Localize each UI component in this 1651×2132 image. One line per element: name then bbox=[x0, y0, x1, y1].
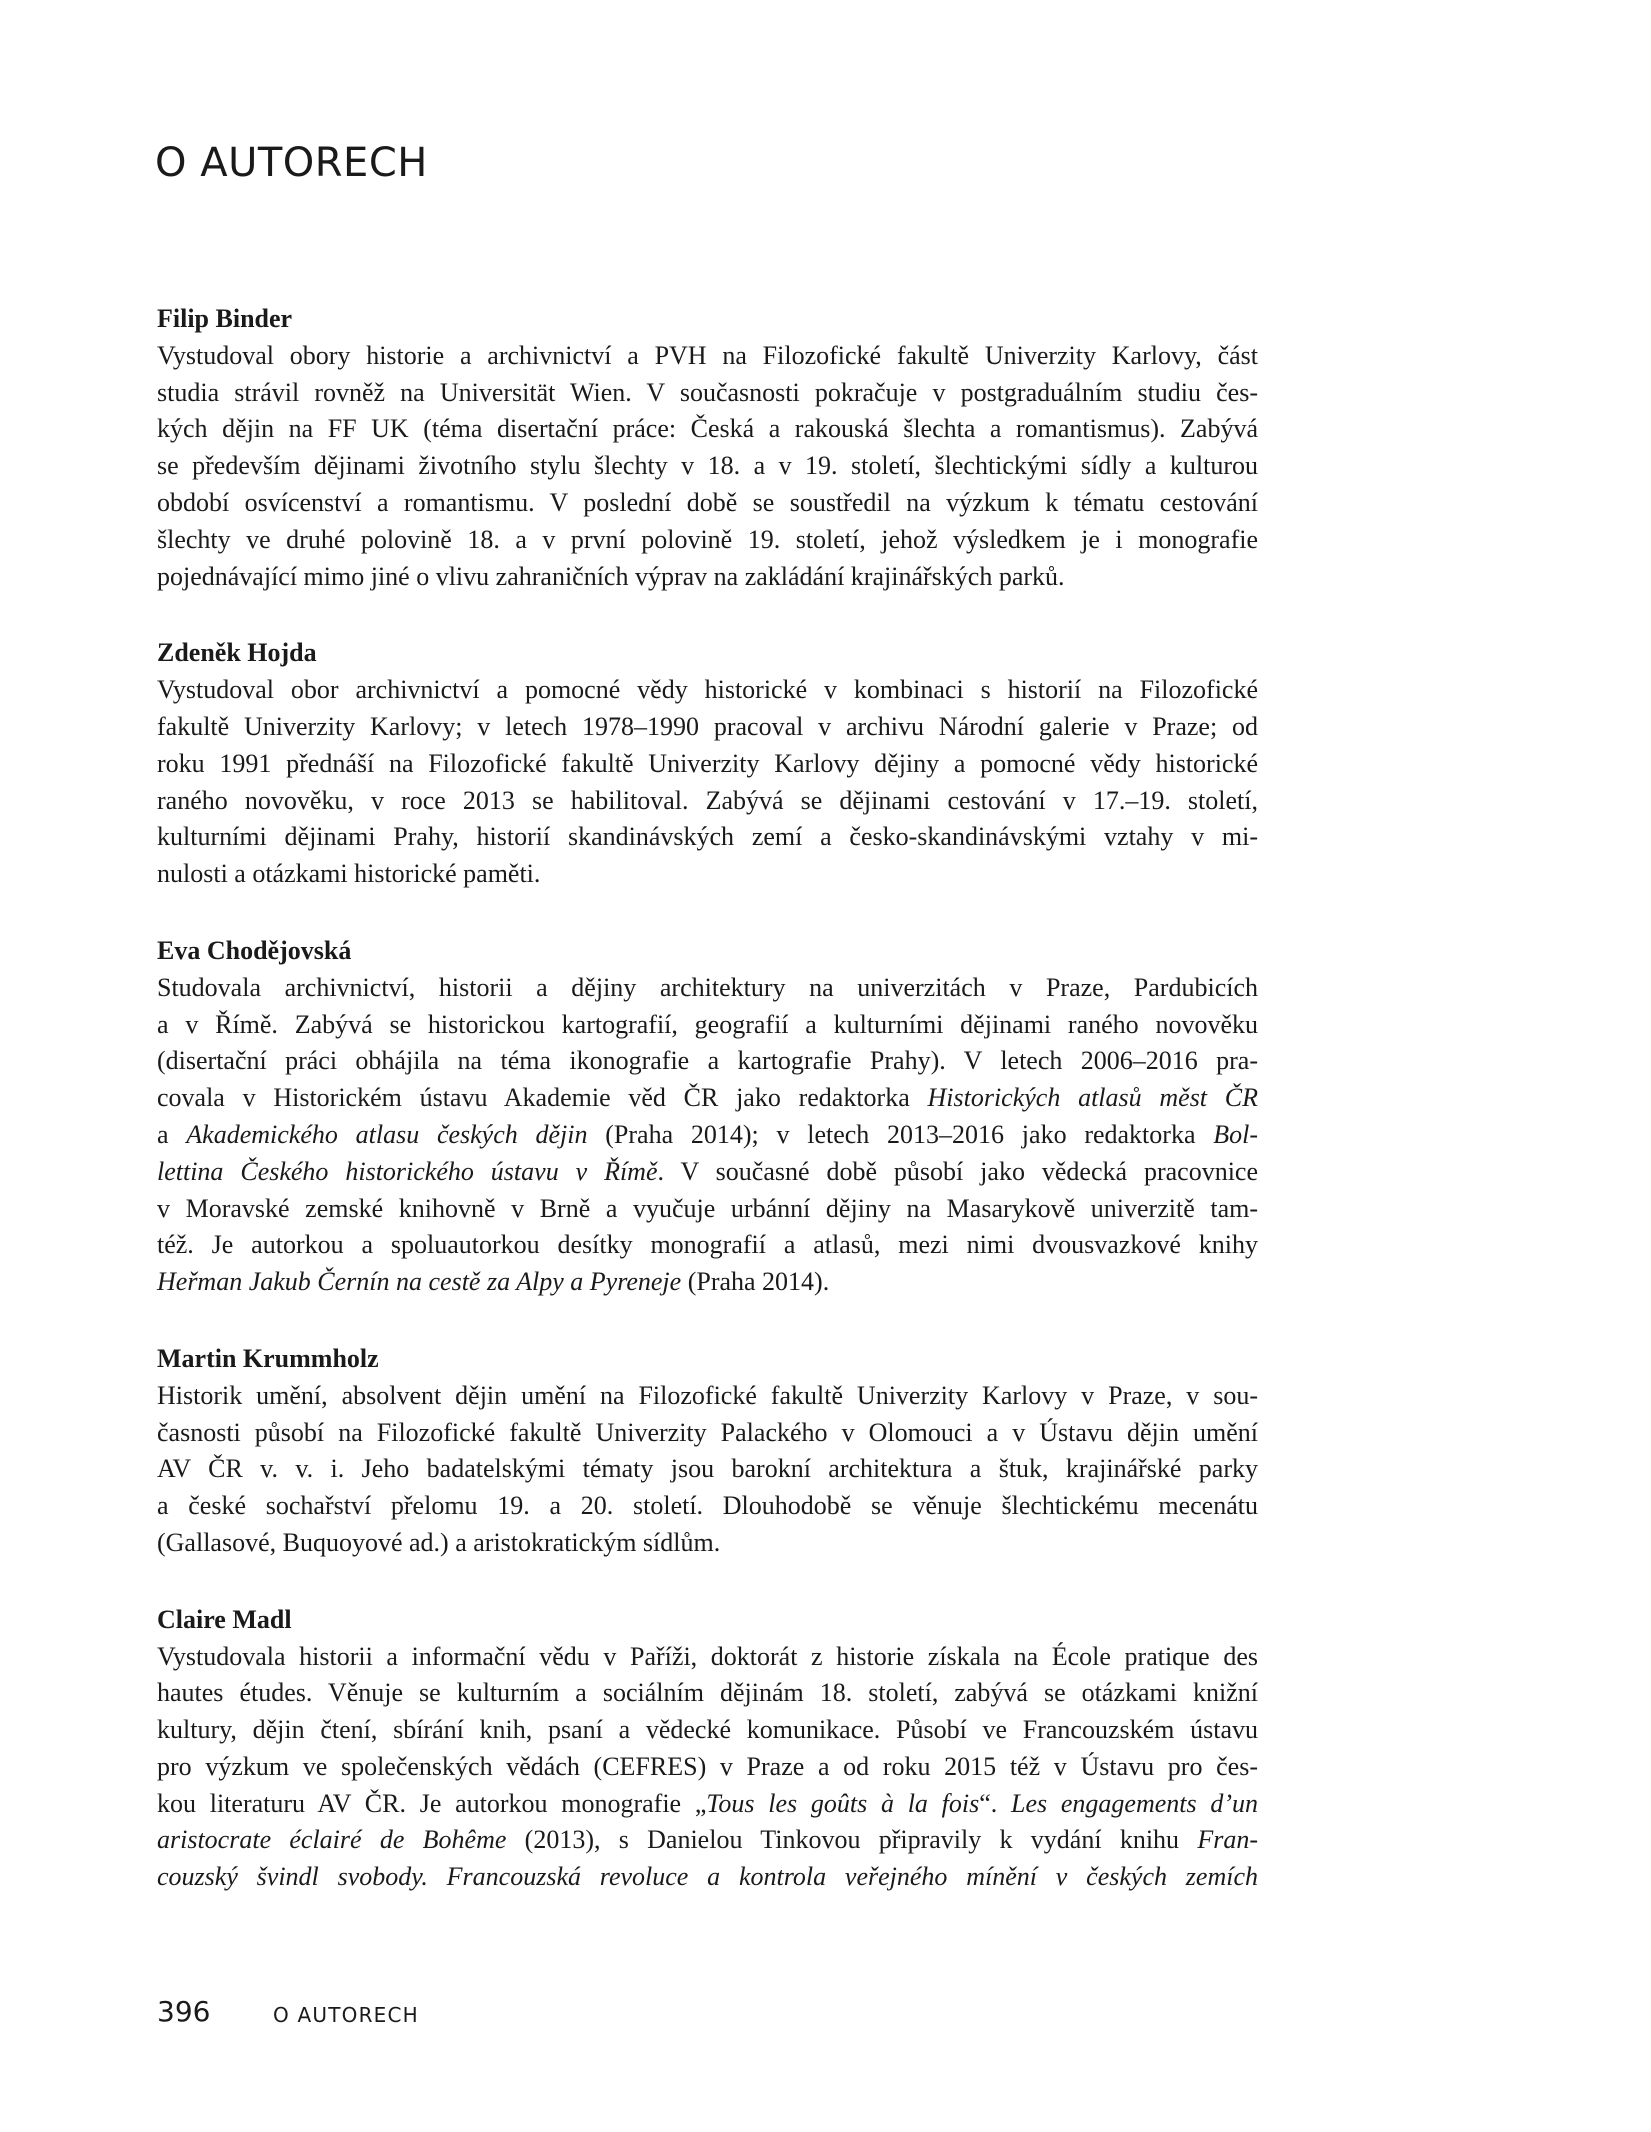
text-line bbox=[157, 375, 1258, 412]
text-line bbox=[157, 819, 1258, 856]
text-run: šlechty ve druhé polovině 18. a v první polovině 19. století, jehož výsledkem je i monografie bbox=[157, 524, 1258, 554]
text-line bbox=[157, 1712, 1258, 1749]
text-run: a v Římě. Zabývá se historickou kartografií, geografií a kulturními dějinami raného novověku bbox=[157, 1009, 1258, 1039]
author-bio-text bbox=[157, 970, 1258, 1301]
text-line bbox=[157, 1154, 1258, 1191]
text-line bbox=[157, 448, 1258, 485]
text-run: nulosti a otázkami historické paměti. bbox=[157, 859, 541, 889]
text-line bbox=[157, 1378, 1258, 1415]
italic-title-text: Bol- bbox=[1213, 1119, 1258, 1149]
text-line bbox=[157, 1415, 1258, 1452]
text-line bbox=[157, 1043, 1258, 1080]
text-run: pro výzkum ve společenských vědách (CEFRES) v Praze a od roku 2015 též v Ústavu pro čes- bbox=[157, 1751, 1258, 1781]
text-run: období osvícenství a romantismu. V poslední době se soustředil na výzkum k tématu cestování bbox=[157, 487, 1258, 517]
text-run: studia strávil rovněž na Universität Wien. V současnosti pokračuje v postgraduálním studiu čes- bbox=[157, 377, 1258, 407]
author-name: Eva Chodějovská bbox=[157, 935, 352, 965]
text-run: (Gallasové, Buquoyové ad.) a aristokratickým sídlům. bbox=[157, 1527, 721, 1557]
author-name: Zdeněk Hojda bbox=[157, 638, 317, 668]
text-line bbox=[157, 1822, 1258, 1859]
text-line bbox=[157, 559, 1258, 596]
author-bio-text bbox=[157, 1378, 1258, 1562]
page-number: 396 bbox=[157, 1995, 211, 2028]
text-run: v Moravské zemské knihovně v Brně a vyučuje urbánní dějiny na Masarykově univerzitě tam- bbox=[157, 1193, 1258, 1223]
text-run: (disertační práci obhájila na téma ikonografie a kartografie Prahy). V letech 2006–2016 pra- bbox=[157, 1046, 1258, 1076]
italic-title-text: aristocrate éclairé de Bohême bbox=[157, 1825, 507, 1855]
text-line bbox=[157, 783, 1258, 820]
text-line bbox=[157, 1639, 1258, 1676]
text-line bbox=[157, 1007, 1258, 1044]
author-bio-text bbox=[157, 1639, 1258, 1897]
text-run: a bbox=[157, 1119, 187, 1149]
text-run: fakultě Univerzity Karlovy; v letech 1978–1990 pracoval v archivu Národní galerie v Praze; od bbox=[157, 711, 1258, 741]
text-run: též. Je autorkou a spoluautorkou desítky monografií a atlasů, mezi nimi dvousvazkové knihy bbox=[157, 1230, 1258, 1260]
text-line bbox=[157, 1675, 1258, 1712]
text-line bbox=[157, 970, 1258, 1007]
italic-title-text: lettina Českého historického ústavu v Římě bbox=[157, 1156, 658, 1186]
author-bio bbox=[157, 1341, 1258, 1562]
text-run: covala v Historickém ústavu Akademie věd ČR jako redaktorka bbox=[157, 1083, 928, 1113]
text-run: raného novověku, v roce 2013 se habilitoval. Zabývá se dějinami cestování v 17.–19. století, bbox=[157, 785, 1258, 815]
text-line bbox=[157, 1117, 1258, 1154]
running-head: O AUTORECH bbox=[273, 2003, 419, 2027]
author-name: Filip Binder bbox=[157, 304, 293, 333]
italic-title-text: Historických atlasů měst ČR bbox=[927, 1083, 1258, 1113]
text-run: Vystudoval obory historie a archivnictví a PVH na Filozofické fakultě Univerzity Karlovy, část bbox=[157, 340, 1258, 370]
author-bio bbox=[157, 301, 1258, 595]
text-line bbox=[157, 1191, 1258, 1228]
text-line bbox=[157, 338, 1258, 375]
text-run: Vystudoval obor archivnictví a pomocné vědy historické v kombinaci s historií na Filozofické bbox=[157, 675, 1258, 705]
text-run: kulturními dějinami Prahy, historií skandinávských zemí a česko-skandinávskými vztahy v mi- bbox=[157, 822, 1258, 852]
text-line bbox=[157, 709, 1258, 746]
text-run: kou literaturu AV ČR. Je autorkou monografie „ bbox=[157, 1788, 707, 1818]
text-line bbox=[157, 672, 1258, 709]
text-line bbox=[157, 856, 1258, 893]
text-run: Historik umění, absolvent dějin umění na Filozofické fakultě Univerzity Karlovy v Praze, v sou- bbox=[157, 1380, 1258, 1410]
text-run: . V současné době působí jako vědecká pracovnice bbox=[657, 1156, 1258, 1186]
text-line bbox=[157, 1525, 1258, 1562]
page-title: O AUTORECH bbox=[155, 140, 428, 186]
text-run: kých dějin na FF UK (téma disertační práce: Česká a rakouská šlechta a romantismus). Zabývá bbox=[157, 414, 1258, 444]
text-run: Studovala archivnictví, historii a dějiny architektury na univerzitách v Praze, Pardubicích bbox=[157, 972, 1258, 1002]
author-name: Martin Krummholz bbox=[157, 1343, 379, 1373]
author-name: Claire Madl bbox=[157, 1604, 292, 1634]
text-run: “. bbox=[979, 1788, 1012, 1818]
text-line bbox=[157, 1264, 1258, 1301]
text-line bbox=[157, 522, 1258, 559]
text-line bbox=[157, 1227, 1258, 1264]
text-line bbox=[157, 1749, 1258, 1786]
text-run: (Praha 2014); v letech 2013–2016 jako redaktorka bbox=[587, 1119, 1214, 1149]
text-run: pojednávající mimo jiné o vlivu zahraničních výprav na zakládání krajinářských parků. bbox=[157, 561, 1065, 591]
italic-title-text: couzský švindl svobody. Francouzská revoluce a kontrola veřejného mínění v českých zemích bbox=[157, 1862, 1258, 1892]
author-bio-text bbox=[157, 338, 1258, 596]
text-run: Vystudovala historii a informační vědu v Paříži, doktorát z historie získala na École pratique des bbox=[157, 1641, 1258, 1671]
text-line bbox=[157, 1488, 1258, 1525]
text-line bbox=[157, 411, 1258, 448]
text-line bbox=[157, 1451, 1258, 1488]
text-run: hautes études. Věnuje se kulturním a sociálním dějinám 18. století, zabývá se otázkami knižní bbox=[157, 1678, 1258, 1708]
text-run: a české sochařství přelomu 19. a 20. století. Dlouhodobě se věnuje šlechtickému mecenátu bbox=[157, 1491, 1258, 1521]
text-line bbox=[157, 485, 1258, 522]
text-line bbox=[157, 1786, 1258, 1823]
text-run: AV ČR v. v. i. Jeho badatelskými tématy jsou barokní architektura a štuk, krajinářské parky bbox=[157, 1454, 1258, 1484]
text-run: (Praha 2014). bbox=[681, 1267, 830, 1297]
italic-title-text: Akademického atlasu českých dějin bbox=[186, 1119, 588, 1149]
text-line bbox=[157, 1859, 1258, 1896]
italic-title-text: Fran- bbox=[1197, 1825, 1258, 1855]
italic-title-text: Heřman Jakub Černín na cestě za Alpy a Pyreneje bbox=[157, 1267, 682, 1297]
text-run: (2013), s Danielou Tinkovou připravily k vydání knihu bbox=[506, 1825, 1198, 1855]
author-bio bbox=[157, 933, 1258, 1301]
author-bio bbox=[157, 635, 1258, 893]
text-run: časnosti působí na Filozofické fakultě Univerzity Palackého v Olomouci a v Ústavu dějin umění bbox=[157, 1417, 1258, 1447]
author-bio bbox=[157, 1602, 1258, 1896]
text-run: roku 1991 přednáší na Filozofické fakultě Univerzity Karlovy dějiny a pomocné vědy historické bbox=[157, 748, 1258, 778]
author-bio-text bbox=[157, 672, 1258, 893]
italic-title-text: Les engagements d’un bbox=[1011, 1788, 1258, 1818]
author-bios bbox=[157, 301, 1258, 1936]
text-line bbox=[157, 1080, 1258, 1117]
text-line bbox=[157, 746, 1258, 783]
italic-title-text: Tous les goûts à la fois bbox=[706, 1788, 980, 1818]
text-run: se především dějinami životního stylu šlechty v 18. a v 19. století, šlechtickými sídly a kulturou bbox=[157, 451, 1258, 481]
text-run: kultury, dějin čtení, sbírání knih, psaní a vědecké komunikace. Působí ve Francouzském ústavu bbox=[157, 1715, 1258, 1745]
